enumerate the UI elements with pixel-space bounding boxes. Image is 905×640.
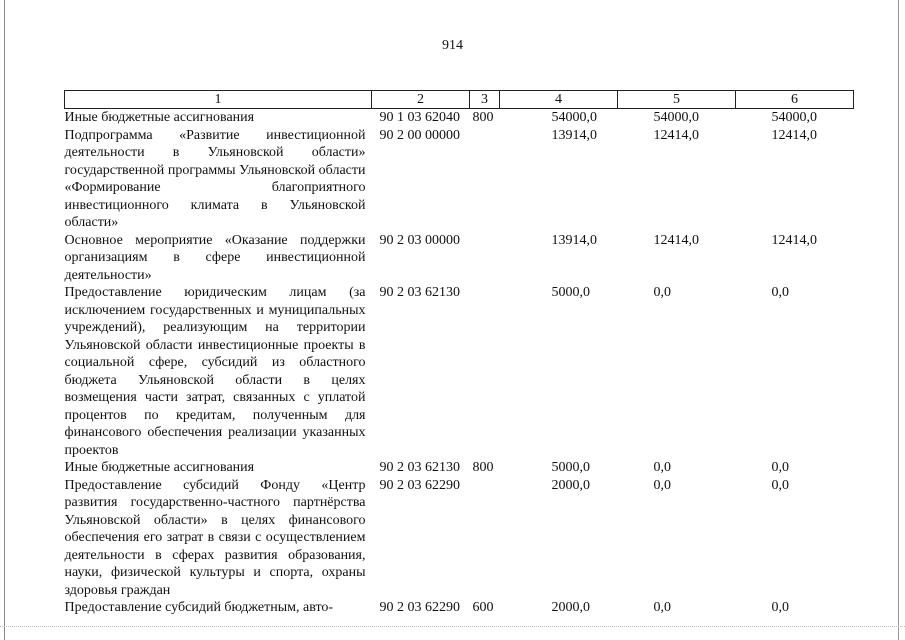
table-row xyxy=(65,109,854,127)
row-name: Предоставление субсидий бюджетным, авто- xyxy=(64,600,334,615)
header-col-1: 1 xyxy=(65,91,372,109)
row-value-col4: 13914,0 xyxy=(551,127,597,143)
row-value-col6: 0,0 xyxy=(771,460,789,475)
row-value-col6: 12414,0 xyxy=(771,127,817,143)
header-col-5: 5 xyxy=(618,91,736,109)
scan-right-edge-line xyxy=(898,0,899,640)
row-name: Предоставление юридическим лицам (за исключением государственных и муниципальных учреждений), реализующим на территории Ульяновской области инвестиционные проекты в социальной сфере, субсидий из областного бюджета Ульяновской области в целях возмещения части затрат, связанных с уплатой процентов по кредитам, полученным для финансового обеспечения реализации указанных проектов xyxy=(64,285,366,458)
row-value-col6: 0,0 xyxy=(771,600,789,615)
row-value-col5: 12414,0 xyxy=(653,232,699,248)
budget-table xyxy=(64,90,854,617)
row-code: 90 1 03 62040 xyxy=(379,110,460,125)
table-row xyxy=(65,284,854,459)
row-code: 90 2 03 00000 xyxy=(379,232,460,248)
row-value-col4: 5000,0 xyxy=(551,285,590,300)
row-name: Иные бюджетные ассигнования xyxy=(64,110,255,125)
row-value-col5: 0,0 xyxy=(653,285,671,300)
header-col-2: 2 xyxy=(372,91,470,109)
row-value-col6: 54000,0 xyxy=(771,110,817,125)
row-value-col4: 54000,0 xyxy=(551,110,597,125)
page-number: 914 xyxy=(442,38,463,53)
row-value-col5: 12414,0 xyxy=(653,127,699,143)
row-name: Предоставление субсидий Фонду «Центр развития государственно-частного партнёрства Ульяновской области» в целях финансового обеспечения его затрат в связи с осуществлением деятельности в сферах развития образования, науки, физической культуры и спорта, охраны здоровья граждан xyxy=(64,477,366,598)
row-value-col4: 2000,0 xyxy=(551,477,590,493)
row-code: 90 2 03 62130 xyxy=(379,285,460,300)
table-header-row xyxy=(65,91,854,109)
row-expense-type: 600 xyxy=(472,600,494,615)
row-value-col5: 0,0 xyxy=(653,477,671,493)
scan-left-edge-line xyxy=(4,0,5,640)
header-col-4: 4 xyxy=(500,91,618,109)
header-col-3: 3 xyxy=(470,91,500,109)
row-value-col4: 13914,0 xyxy=(551,232,597,248)
row-expense-type xyxy=(470,127,500,232)
row-expense-type xyxy=(470,232,500,285)
table-row xyxy=(65,477,854,600)
row-code: 90 2 03 62290 xyxy=(379,477,460,493)
header-col-6: 6 xyxy=(736,91,854,109)
table-row xyxy=(65,232,854,285)
row-value-col6: 0,0 xyxy=(771,285,789,300)
row-value-col6: 0,0 xyxy=(771,477,789,493)
row-value-col5: 0,0 xyxy=(653,600,671,615)
row-name: Иные бюджетные ассигнования xyxy=(64,460,255,475)
row-name: Основное мероприятие «Оказание поддержки организациям в сфере инвестиционной деятельности» xyxy=(64,232,366,283)
table-row xyxy=(65,459,854,477)
row-value-col4: 2000,0 xyxy=(551,600,590,615)
scan-bottom-noise xyxy=(0,626,905,633)
row-value-col6: 12414,0 xyxy=(771,232,817,248)
row-expense-type xyxy=(470,284,500,459)
row-value-col5: 54000,0 xyxy=(653,110,699,125)
row-expense-type: 800 xyxy=(472,460,494,475)
row-code: 90 2 03 62290 xyxy=(379,600,460,615)
row-expense-type xyxy=(470,477,500,600)
row-code: 90 2 03 62130 xyxy=(379,460,460,475)
row-expense-type: 800 xyxy=(472,110,494,125)
row-value-col5: 0,0 xyxy=(653,460,671,475)
table-row xyxy=(65,599,854,617)
row-name: Подпрограмма «Развитие инвестиционной деятельности в Ульяновской области» государственной программы Ульяновской области «Формирование благоприятного инвестиционного климата в Ульяновской области» xyxy=(64,127,366,230)
row-value-col4: 5000,0 xyxy=(551,460,590,475)
table-row xyxy=(65,127,854,232)
row-code: 90 2 00 00000 xyxy=(379,127,460,143)
